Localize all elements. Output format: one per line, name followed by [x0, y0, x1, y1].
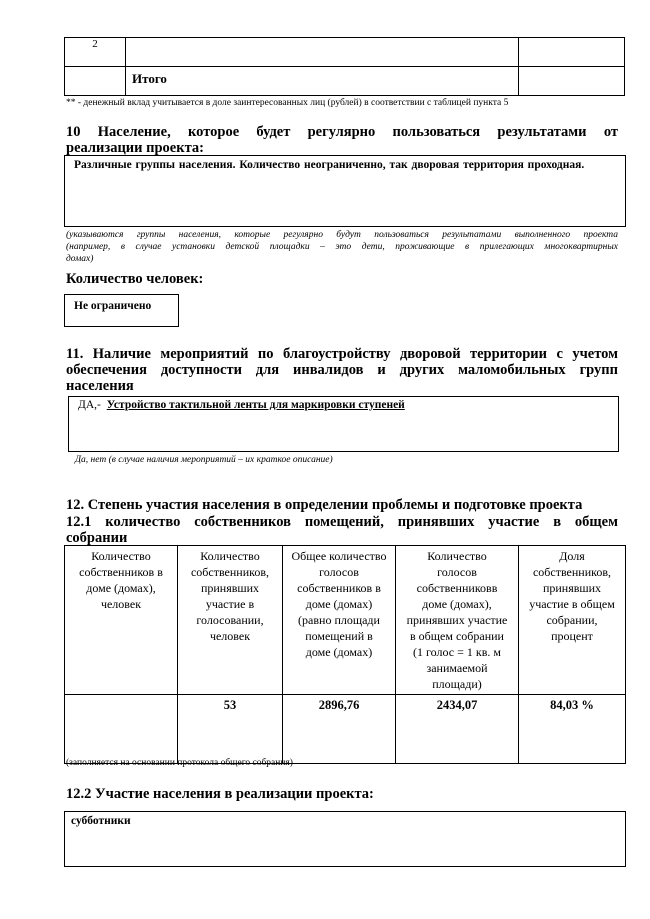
- section-12-1-title-line: 12.1 количество собственников помещений, принявших участие в общем: [66, 514, 618, 530]
- table-header-row: [65, 546, 626, 695]
- empty-cell: [65, 67, 126, 96]
- section-12-1-title: [66, 514, 618, 546]
- value-cell: [65, 695, 178, 764]
- value-cell: 2896,76: [283, 695, 396, 764]
- section-11-title-line: обеспечения доступности для инвалидов и других маломобильных групп: [66, 362, 618, 378]
- column-header: Общее количество голосов собственников в доме (домах) (равно площади помещений в доме (домах): [283, 546, 396, 695]
- total-label: Итого: [126, 67, 519, 96]
- people-count-label: Количество человек:: [66, 271, 204, 287]
- section-10-title-line: 10 Население, которое будет регулярно пользоваться результатами от: [66, 124, 618, 140]
- column-header: Количество собственников, принявших участие в голосовании, человек: [178, 546, 283, 695]
- empty-cell: [126, 38, 519, 67]
- participation-answer-box: [64, 811, 626, 867]
- participation-answer: субботники: [71, 815, 131, 827]
- section-11-title-line: 11. Наличие мероприятий по благоустройству дворовой территории с учетом: [66, 346, 618, 362]
- row-number-cell: 2: [65, 38, 126, 67]
- accessibility-answer-text: Устройство тактильной ленты для маркировки ступеней: [106, 399, 405, 411]
- people-count-value: Не ограничено: [74, 300, 152, 312]
- population-answer: Различные группы населения. Количество неограниченно, так дворовая территория проходная.: [74, 159, 585, 171]
- column-header: Количество голосов собственниковв доме (домах), принявших участие в общем собрании (1 голос = 1 кв. м занимаемой площади): [396, 546, 519, 695]
- accessibility-hint: Да, нет (в случае наличия мероприятий – их краткое описание): [75, 455, 333, 465]
- summary-table: [64, 37, 625, 96]
- owners-meeting-table: [64, 545, 626, 764]
- section-12-2-title: 12.2 Участие населения в реализации проекта:: [66, 786, 374, 802]
- empty-cell: [519, 38, 625, 67]
- section-12-1-title-line: собрании: [66, 530, 128, 546]
- accessibility-answer-box: [68, 396, 619, 452]
- value-cell: 53: [178, 695, 283, 764]
- table-row: [65, 695, 626, 764]
- column-header: Доля собственников, принявших участие в общем собрании, процент: [519, 546, 626, 695]
- section-10-title-line: реализации проекта:: [66, 140, 204, 156]
- section-10-title: [66, 124, 618, 156]
- population-hint: [66, 229, 618, 265]
- population-answer-box: [64, 155, 626, 227]
- value-cell: 2434,07: [396, 695, 519, 764]
- column-header: Количество собственников в доме (домах), человек: [65, 546, 178, 695]
- section-11-title-line: населения: [66, 378, 134, 394]
- population-hint-line: (указываются группы населения, которые регулярно будут пользоваться результатами выполненного проекта: [66, 230, 618, 240]
- table-note: (заполняется на основании протокола общего собрания): [66, 758, 293, 768]
- total-value-cell: [519, 67, 625, 96]
- money-footnote: ** - денежный вклад учитывается в доле заинтересованных лиц (рублей) в соответствии с таблицей пункта 5: [66, 98, 509, 108]
- section-11-title: [66, 346, 618, 394]
- value-cell: 84,03 %: [519, 695, 626, 764]
- population-hint-line: (например, в случае установки детской площадки – это дети, проживающие в прилегающих многоквартирных: [66, 242, 618, 252]
- population-hint-line: домах): [66, 254, 94, 264]
- accessibility-answer: [69, 397, 618, 411]
- people-count-box: [64, 294, 179, 327]
- accessibility-answer-prefix: ДА,-: [78, 399, 101, 411]
- section-12-title: 12. Степень участия населения в определении проблемы и подготовке проекта: [66, 497, 583, 513]
